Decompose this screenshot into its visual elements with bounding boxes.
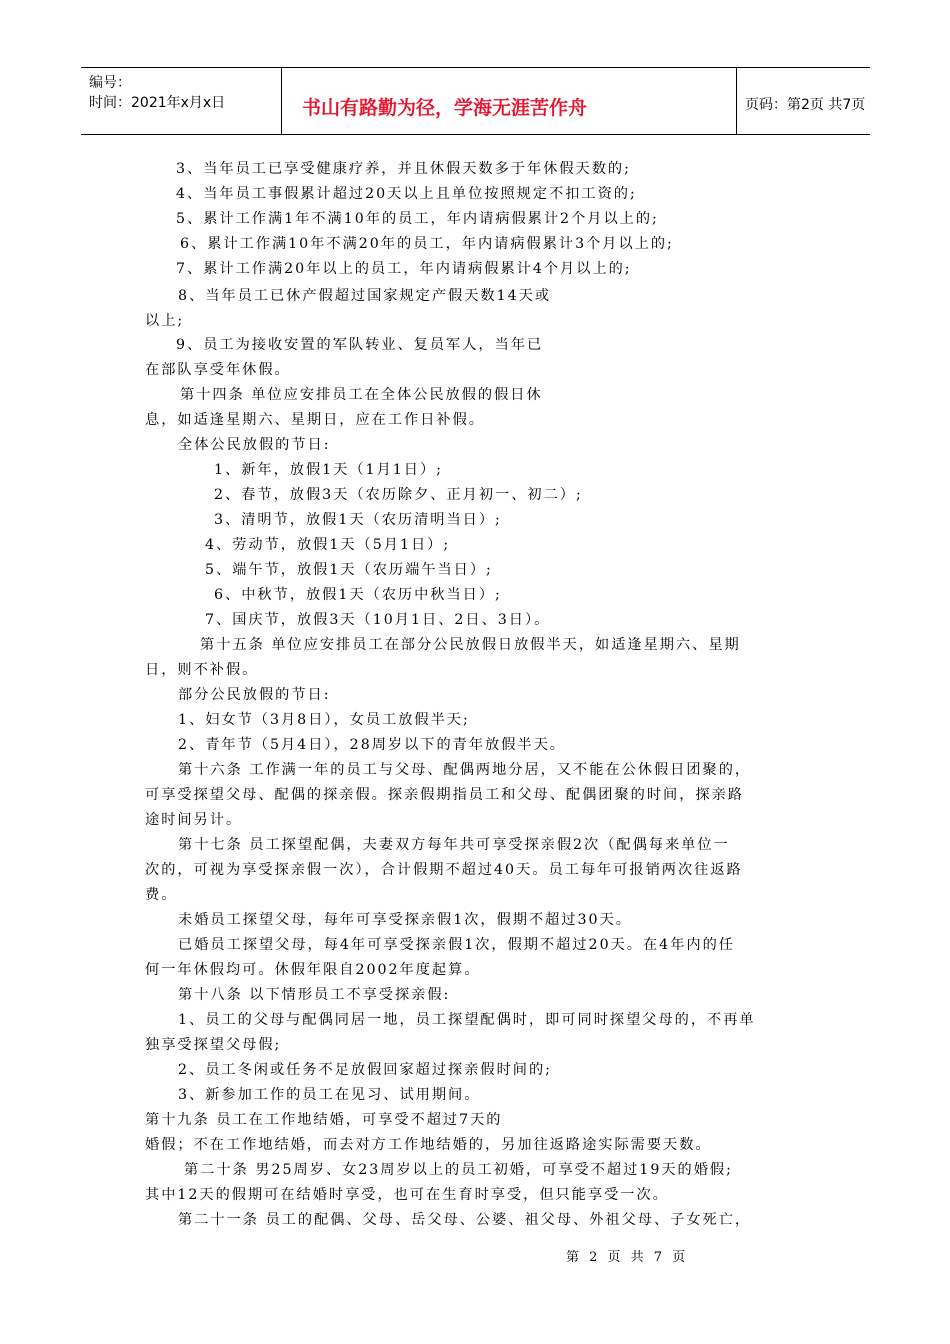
body-line: 已婚员工探望父母，每4年可享受探亲假1次，假期不超过20天。在4年内的任	[178, 937, 735, 953]
article-21-heading: 第二十一条 员工的配偶、父母、岳父母、公婆、祖父母、外祖父母、子女死亡，	[178, 1212, 752, 1228]
holiday-item: 5、端午节，放假1天（农历端午当日）;	[205, 562, 493, 578]
body-line: 其中12天的假期可在结婚时享受，也可在生育时享受，但只能享受一次。	[145, 1187, 669, 1203]
body-line: 1、员工的父母与配偶同居一地，员工探望配偶时，即可同时探望父母的，不再单	[178, 1012, 756, 1028]
body-line: 婚假；不在工作地结婚，而去对方工作地结婚的，另加往返路途实际需要天数。	[145, 1137, 712, 1153]
body-line: 5、累计工作满1年不满10年的员工，年内请病假累计2个月以上的;	[176, 211, 659, 227]
body-line: 以上;	[145, 313, 185, 329]
holiday-item: 3、清明节，放假1天（农历清明当日）;	[214, 512, 502, 528]
header-page-number: 页码：第2页 共7页	[745, 97, 866, 113]
body-line: 费。	[145, 887, 178, 903]
body-line: 全体公民放假的节日:	[178, 437, 331, 453]
holiday-item: 7、国庆节，放假3天（10月1日、2日、3日）。	[205, 612, 551, 628]
article-14-heading: 第十四条 单位应安排员工在全体公民放假的假日休	[180, 387, 543, 403]
header-info-cell	[81, 68, 282, 134]
body-line: 3、新参加工作的员工在见习、试用期间。	[178, 1087, 481, 1103]
body-line: 3、当年员工已享受健康疗养，并且休假天数多于年休假天数的;	[176, 161, 631, 177]
body-line: 可享受探望父母、配偶的探亲假。探亲假期指员工和父母、配偶团聚的时间，探亲路	[145, 787, 744, 803]
page-footer: 第 2 页 共 7 页	[566, 1250, 689, 1265]
article-16-heading: 第十六条 工作满一年的员工与父母、配偶两地分居，又不能在公休假日团聚的，	[178, 762, 752, 778]
body-line: 在部队享受年休假。	[145, 362, 291, 378]
holiday-item: 6、中秋节，放假1天（农历中秋当日）;	[214, 587, 502, 603]
holiday-item: 1、新年，放假1天（1月1日）;	[214, 462, 443, 478]
body-line: 8、当年员工已休产假超过国家规定产假天数14天或	[178, 288, 552, 304]
article-17-heading: 第十七条 员工探望配偶，夫妻双方每年共可享受探亲假2次（配偶每来单位一	[178, 837, 730, 853]
document-number-label: 编号：	[89, 75, 131, 91]
body-line: 1、妇女节（3月8日），女员工放假半天;	[178, 712, 470, 728]
body-line: 2、员工冬闲或任务不足放假回家超过探亲假时间的;	[178, 1062, 552, 1078]
body-line: 7、累计工作满20年以上的员工，年内请病假累计4个月以上的;	[176, 261, 632, 277]
body-line: 4、当年员工事假累计超过20天以上且单位按照规定不扣工资的;	[176, 186, 637, 202]
body-line: 日，则不补假。	[145, 662, 259, 678]
article-19-heading: 第十九条 员工在工作地结婚，可享受不超过7天的	[145, 1112, 503, 1128]
document-date-label: 时间：2021年x月x日	[89, 95, 226, 111]
holiday-item: 4、劳动节，放假1天（5月1日）;	[205, 537, 451, 553]
page-header	[81, 67, 870, 135]
body-line: 2、青年节（5月4日），28周岁以下的青年放假半天。	[178, 737, 566, 753]
body-line: 6、累计工作满10年不满20年的员工，年内请病假累计3个月以上的;	[180, 236, 674, 252]
header-motto-cell	[282, 68, 737, 134]
header-motto: 书山有路勤为径，学海无涯苦作舟	[302, 97, 588, 119]
body-line: 未婚员工探望父母，每年可享受探亲假1次，假期不超过30天。	[178, 912, 632, 928]
body-line: 途时间另计。	[145, 812, 243, 828]
body-line: 次的，可视为享受探亲假一次），合计假期不超过40天。员工每年可报销两次往返路	[145, 862, 743, 878]
article-20-heading: 第二十条 男25周岁、女23周岁以上的员工初婚，可享受不超过19天的婚假;	[184, 1162, 733, 1178]
body-line: 9、员工为接收安置的军队转业、复员军人，当年已	[176, 337, 544, 353]
header-page-cell	[737, 68, 870, 134]
article-18-heading: 第十八条 以下情形员工不享受探亲假:	[178, 987, 451, 1003]
body-line: 何一年休假均可。休假年限自2002年度起算。	[145, 962, 481, 978]
holiday-item: 2、春节，放假3天（农历除夕、正月初一、初二）;	[214, 487, 583, 503]
body-line: 部分公民放假的节日:	[178, 687, 331, 703]
body-line: 息，如适逢星期六、星期日，应在工作日补假。	[145, 412, 485, 428]
body-line: 独享受探望父母假;	[145, 1037, 282, 1053]
article-15-heading: 第十五条 单位应安排员工在部分公民放假日放假半天，如适逢星期六、星期	[200, 637, 741, 653]
